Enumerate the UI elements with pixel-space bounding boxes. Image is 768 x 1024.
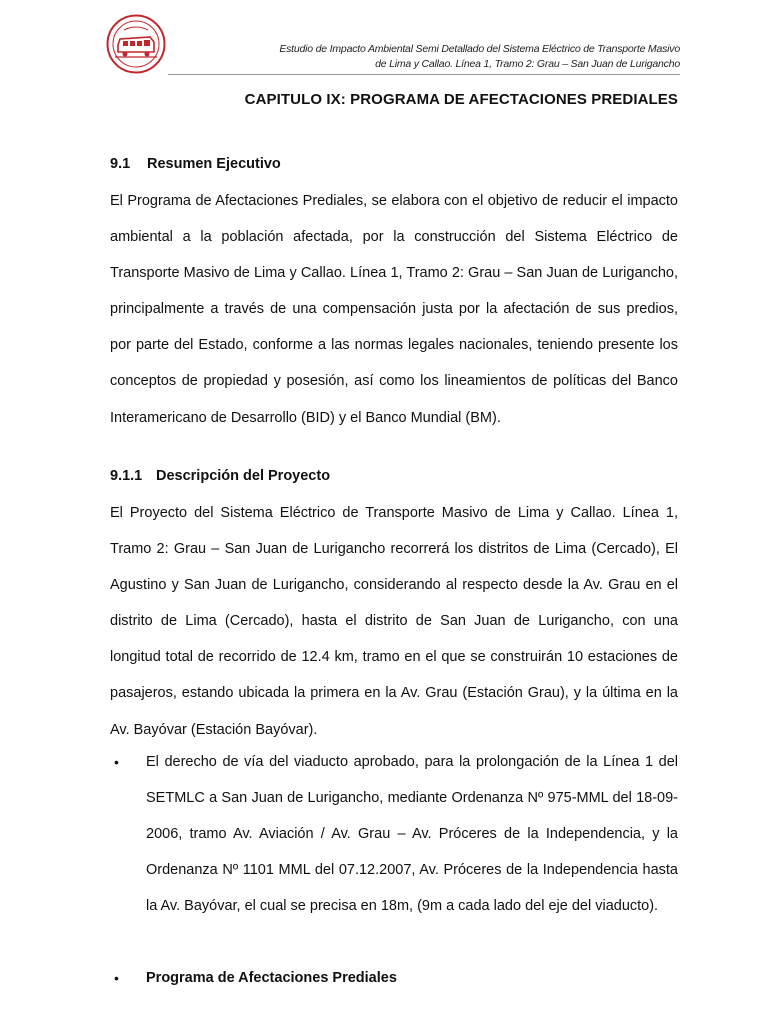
section-9-1-heading — [110, 156, 281, 172]
section-number: 9.1 — [110, 156, 131, 172]
running-header-line-2: de Lima y Callao. Línea 1, Tramo 2: Grau – San Juan de Lurigancho — [375, 58, 680, 70]
section-9-1-body: El Programa de Afectaciones Prediales, se elabora con el objetivo de reducir el impacto ambiental a la población afectada, por la construcción del Sistema Eléctrico de Transporte Masivo de Lima y Callao. Línea 1, Tramo 2: Grau – San Juan de Lurigancho, principalmente a través de una compensación justa por la afectación de sus predios, por parte del Estado, conforme a las normas legales nacionales, teniendo presente los conceptos de propiedad y posesión, así como los lineamientos de políticas del Banco Interamericano de Desarrollo (BID) y el Banco Mundial (BM). — [110, 193, 678, 426]
section-9-1-1-body: El Proyecto del Sistema Eléctrico de Transporte Masivo de Lima y Callao. Línea 1, Tramo 2: Grau – San Juan de Lurigancho recorrerá los distritos de Lima (Cercado), El Agustino y San Juan de Lurigancho, considerando al respecto desde la Av. Grau en el distrito de Lima (Cercado), hasta el distrito de San Juan de Lurigancho, con una longitud total de recorrido de 12.4 km, tramo en el que se construirán 10 estaciones de pasajeros, estando ubicada la primera en la Av. Grau (Estación Grau), y la última en la Av. Bayóvar (Estación Bayóvar). — [110, 505, 678, 738]
running-header-line-1: Estudio de Impacto Ambiental Semi Detallado del Sistema Eléctrico de Transporte Masivo — [279, 43, 680, 55]
section-9-1-1-heading — [110, 468, 330, 484]
bullet-text: El derecho de vía del viaducto aprobado, para la prolongación de la Línea 1 del SETMLC a San Juan de Lurigancho, mediante Ordenanza Nº 975-MML del 18-09-2006, tramo Av. Aviación / Av. Grau – Av. Próceres de la Independencia, y la Ordenanza Nº 1101 MML del 07.12.2007, Av. Próceres de la Independencia hasta la Av. Bayóvar, el cual se precisa en 18m, (9m a cada lado del eje del viaducto). — [146, 754, 678, 914]
bullet-text: Programa de Afectaciones Prediales — [146, 970, 397, 986]
running-header — [279, 42, 680, 72]
chapter-title: CAPITULO IX: PROGRAMA DE AFECTACIONES PREDIALES — [244, 91, 678, 108]
list-item — [110, 960, 678, 996]
subsection-number: 9.1.1 — [110, 468, 143, 484]
section-title: Resumen Ejecutivo — [147, 156, 281, 172]
list-item — [110, 744, 678, 924]
train-seal-logo — [106, 14, 166, 74]
header-divider — [168, 74, 680, 75]
bullet-marker: • — [114, 754, 119, 770]
subsection-title: Descripción del Proyecto — [156, 468, 331, 484]
bullet-marker: • — [114, 970, 119, 986]
